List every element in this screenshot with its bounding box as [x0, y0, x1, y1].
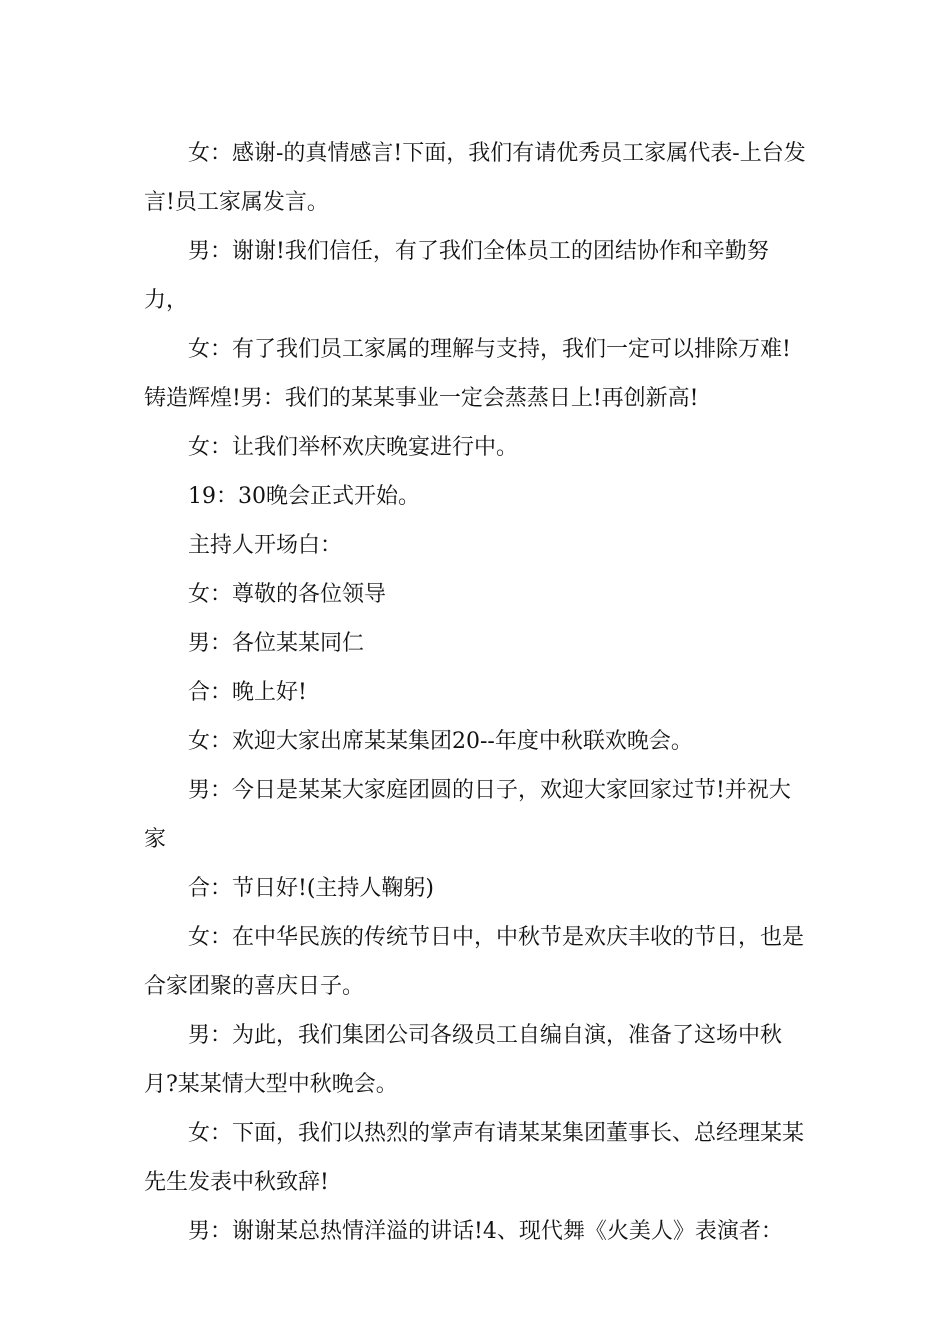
paragraph-9: 合：晚上好! — [188, 680, 307, 705]
paragraph-1: 女：感谢-的真情感言!下面，我们有请优秀员工家属代表-上台发言!员工家属发言。 — [144, 141, 806, 215]
paragraph-14: 男：为此，我们集团公司各级员工自编自演，准备了这场中秋月?某某情大型中秋晚会。 — [144, 1023, 783, 1097]
paragraph-7: 女：尊敬的各位领导 — [188, 582, 387, 607]
paragraph-3: 女：有了我们员工家属的理解与支持，我们一定可以排除万难!铸造辉煌!男：我们的某某事业一定会蒸蒸日上!再创新高! — [144, 337, 791, 411]
document-body — [144, 129, 812, 1256]
paragraph-5: 19：30晚会正式开始。 — [188, 484, 420, 509]
paragraph-11: 男：今日是某某大家庭团圆的日子，欢迎大家回家过节!并祝大家 — [144, 778, 791, 852]
paragraph-12: 合：节日好!(主持人鞠躬) — [188, 876, 435, 901]
paragraph-6: 主持人开场白： — [188, 533, 343, 558]
paragraph-8: 男：各位某某同仁 — [188, 631, 365, 656]
paragraph-4: 女：让我们举杯欢庆晚宴进行中。 — [188, 435, 519, 460]
paragraph-10: 女：欢迎大家出席某某集团20--年度中秋联欢晚会。 — [188, 729, 693, 754]
paragraph-16: 男：谢谢某总热情洋溢的讲话!4、现代舞《火美人》表演者： — [188, 1219, 783, 1244]
paragraph-13: 女：在中华民族的传统节日中，中秋节是欢庆丰收的节日，也是合家团聚的喜庆日子。 — [144, 925, 805, 999]
paragraph-2: 男：谢谢!我们信任，有了我们全体员工的团结协作和辛勤努力， — [144, 239, 769, 313]
paragraph-15: 女：下面，我们以热烈的掌声有请某某集团董事长、总经理某某先生发表中秋致辞! — [144, 1121, 805, 1195]
